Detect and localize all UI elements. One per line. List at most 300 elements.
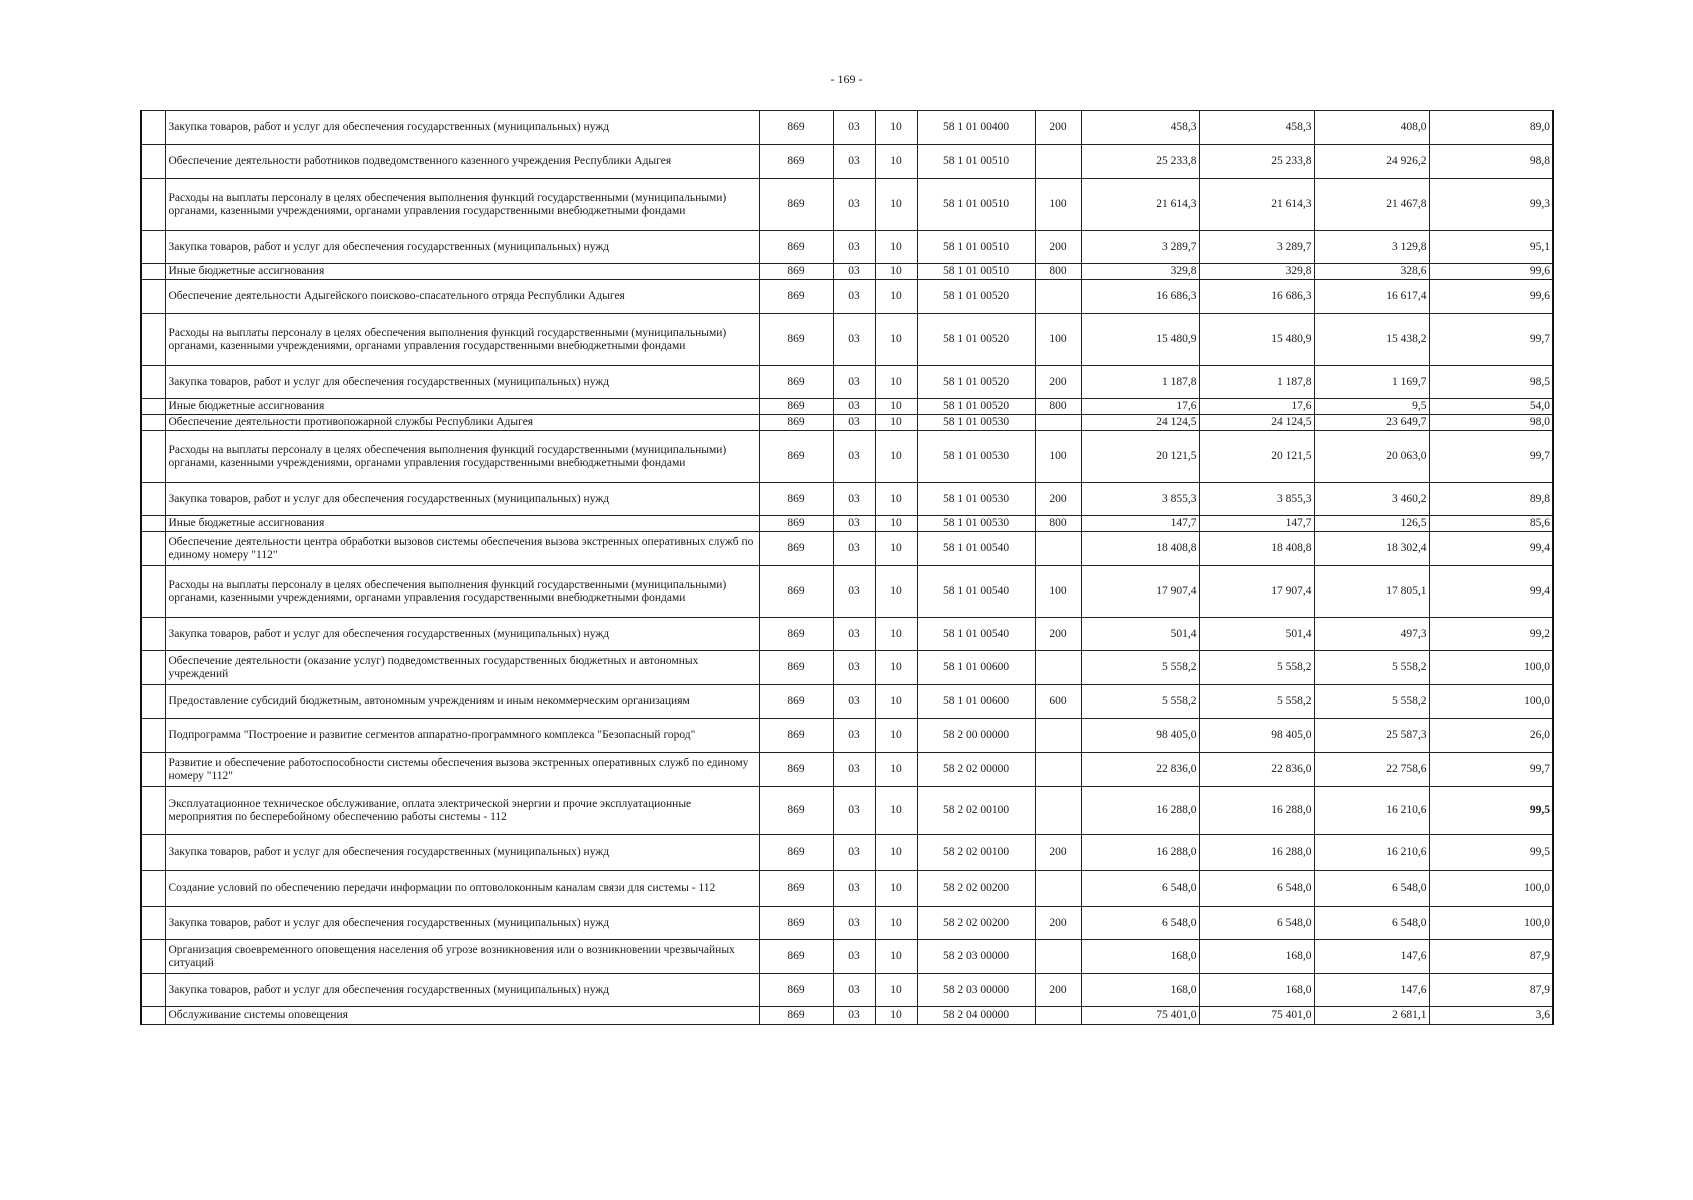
margin-cell — [141, 314, 165, 366]
execution-percent: 87,9 — [1429, 940, 1553, 974]
margin-cell — [141, 264, 165, 280]
target-article-code: 58 1 01 00520 — [917, 399, 1035, 415]
approved-amount: 6 548,0 — [1081, 907, 1199, 940]
subsection-code: 10 — [875, 264, 917, 280]
execution-percent: 98,5 — [1429, 366, 1553, 399]
row-description: Иные бюджетные ассигнования — [165, 399, 759, 415]
revised-amount: 147,7 — [1199, 516, 1314, 532]
section-code: 03 — [833, 940, 875, 974]
row-description: Расходы на выплаты персоналу в целях обеспечения выполнения функций государственными (муниципальными) органами, казенными учреждениями, органами управления государственными внебюджетными фондами — [165, 314, 759, 366]
ved-code: 869 — [759, 415, 833, 431]
expense-type-code — [1035, 280, 1081, 314]
section-code: 03 — [833, 280, 875, 314]
margin-cell — [141, 907, 165, 940]
margin-cell — [141, 940, 165, 974]
approved-amount: 21 614,3 — [1081, 179, 1199, 231]
subsection-code: 10 — [875, 974, 917, 1007]
execution-percent: 89,0 — [1429, 111, 1553, 145]
ved-code: 869 — [759, 516, 833, 532]
target-article-code: 58 1 01 00600 — [917, 685, 1035, 719]
target-article-code: 58 1 01 00510 — [917, 179, 1035, 231]
expense-type-code: 600 — [1035, 685, 1081, 719]
ved-code: 869 — [759, 719, 833, 753]
revised-amount: 16 288,0 — [1199, 787, 1314, 835]
target-article-code: 58 2 00 00000 — [917, 719, 1035, 753]
executed-amount: 20 063,0 — [1314, 431, 1429, 483]
ved-code: 869 — [759, 366, 833, 399]
execution-percent: 99,7 — [1429, 431, 1553, 483]
section-code: 03 — [833, 651, 875, 685]
expense-type-code: 100 — [1035, 566, 1081, 618]
approved-amount: 5 558,2 — [1081, 651, 1199, 685]
target-article-code: 58 1 01 00540 — [917, 566, 1035, 618]
execution-percent: 85,6 — [1429, 516, 1553, 532]
budget-table-body — [141, 111, 1553, 1025]
revised-amount: 5 558,2 — [1199, 685, 1314, 719]
revised-amount: 3 855,3 — [1199, 483, 1314, 516]
margin-cell — [141, 415, 165, 431]
expense-type-code — [1035, 940, 1081, 974]
executed-amount: 126,5 — [1314, 516, 1429, 532]
row-description: Закупка товаров, работ и услуг для обеспечения государственных (муниципальных) нужд — [165, 974, 759, 1007]
ved-code: 869 — [759, 111, 833, 145]
subsection-code: 10 — [875, 940, 917, 974]
section-code: 03 — [833, 516, 875, 532]
executed-amount: 147,6 — [1314, 974, 1429, 1007]
expense-type-code: 200 — [1035, 974, 1081, 1007]
ved-code: 869 — [759, 618, 833, 651]
subsection-code: 10 — [875, 431, 917, 483]
ved-code: 869 — [759, 907, 833, 940]
table-row — [141, 974, 1553, 1007]
expense-type-code — [1035, 787, 1081, 835]
subsection-code: 10 — [875, 399, 917, 415]
approved-amount: 168,0 — [1081, 974, 1199, 1007]
revised-amount: 168,0 — [1199, 974, 1314, 1007]
table-row — [141, 1007, 1553, 1025]
table-row — [141, 532, 1553, 566]
subsection-code: 10 — [875, 651, 917, 685]
row-description: Расходы на выплаты персоналу в целях обеспечения выполнения функций государственными (муниципальными) органами, казенными учреждениями, органами управления государственными внебюджетными фондами — [165, 179, 759, 231]
target-article-code: 58 2 02 00200 — [917, 871, 1035, 907]
ved-code: 869 — [759, 399, 833, 415]
margin-cell — [141, 483, 165, 516]
revised-amount: 168,0 — [1199, 940, 1314, 974]
section-code: 03 — [833, 532, 875, 566]
subsection-code: 10 — [875, 787, 917, 835]
executed-amount: 6 548,0 — [1314, 907, 1429, 940]
subsection-code: 10 — [875, 314, 917, 366]
row-description: Закупка товаров, работ и услуг для обеспечения государственных (муниципальных) нужд — [165, 618, 759, 651]
target-article-code: 58 1 01 00540 — [917, 532, 1035, 566]
table-row — [141, 835, 1553, 871]
execution-percent: 100,0 — [1429, 907, 1553, 940]
executed-amount: 147,6 — [1314, 940, 1429, 974]
target-article-code: 58 2 02 00100 — [917, 835, 1035, 871]
table-row — [141, 618, 1553, 651]
section-code: 03 — [833, 974, 875, 1007]
expense-type-code — [1035, 415, 1081, 431]
target-article-code: 58 2 02 00000 — [917, 753, 1035, 787]
section-code: 03 — [833, 566, 875, 618]
margin-cell — [141, 685, 165, 719]
revised-amount: 25 233,8 — [1199, 145, 1314, 179]
row-description: Организация своевременного оповещения населения об угрозе возникновения или о возникновении чрезвычайных ситуаций — [165, 940, 759, 974]
margin-cell — [141, 871, 165, 907]
ved-code: 869 — [759, 685, 833, 719]
row-description: Обеспечение деятельности противопожарной службы Республики Адыгея — [165, 415, 759, 431]
margin-cell — [141, 787, 165, 835]
table-row — [141, 787, 1553, 835]
section-code: 03 — [833, 1007, 875, 1025]
execution-percent: 99,5 — [1429, 787, 1553, 835]
row-description: Закупка товаров, работ и услуг для обеспечения государственных (муниципальных) нужд — [165, 366, 759, 399]
executed-amount: 16 210,6 — [1314, 835, 1429, 871]
margin-cell — [141, 651, 165, 685]
executed-amount: 3 460,2 — [1314, 483, 1429, 516]
target-article-code: 58 1 01 00530 — [917, 483, 1035, 516]
section-code: 03 — [833, 907, 875, 940]
row-description: Закупка товаров, работ и услуг для обеспечения государственных (муниципальных) нужд — [165, 483, 759, 516]
table-row — [141, 231, 1553, 264]
ved-code: 869 — [759, 314, 833, 366]
revised-amount: 18 408,8 — [1199, 532, 1314, 566]
table-row — [141, 314, 1553, 366]
approved-amount: 22 836,0 — [1081, 753, 1199, 787]
target-article-code: 58 1 01 00530 — [917, 516, 1035, 532]
revised-amount: 98 405,0 — [1199, 719, 1314, 753]
row-description: Обеспечение деятельности центра обработки вызовов системы обеспечения вызова экстренных оперативных служб по единому номеру "112" — [165, 532, 759, 566]
revised-amount: 75 401,0 — [1199, 1007, 1314, 1025]
execution-percent: 99,4 — [1429, 566, 1553, 618]
approved-amount: 16 288,0 — [1081, 835, 1199, 871]
expense-type-code — [1035, 753, 1081, 787]
expense-type-code: 200 — [1035, 618, 1081, 651]
expense-type-code: 800 — [1035, 516, 1081, 532]
margin-cell — [141, 399, 165, 415]
revised-amount: 17,6 — [1199, 399, 1314, 415]
target-article-code: 58 1 01 00520 — [917, 280, 1035, 314]
target-article-code: 58 2 03 00000 — [917, 974, 1035, 1007]
row-description: Обеспечение деятельности работников подведомственного казенного учреждения Республики Адыгея — [165, 145, 759, 179]
target-article-code: 58 2 04 00000 — [917, 1007, 1035, 1025]
section-code: 03 — [833, 871, 875, 907]
ved-code: 869 — [759, 231, 833, 264]
section-code: 03 — [833, 231, 875, 264]
table-row — [141, 907, 1553, 940]
table-row — [141, 940, 1553, 974]
approved-amount: 75 401,0 — [1081, 1007, 1199, 1025]
row-description: Обслуживание системы оповещения — [165, 1007, 759, 1025]
approved-amount: 3 289,7 — [1081, 231, 1199, 264]
execution-percent: 99,3 — [1429, 179, 1553, 231]
executed-amount: 497,3 — [1314, 618, 1429, 651]
margin-cell — [141, 835, 165, 871]
section-code: 03 — [833, 314, 875, 366]
execution-percent: 99,2 — [1429, 618, 1553, 651]
executed-amount: 328,6 — [1314, 264, 1429, 280]
section-code: 03 — [833, 685, 875, 719]
subsection-code: 10 — [875, 685, 917, 719]
subsection-code: 10 — [875, 719, 917, 753]
expense-type-code — [1035, 145, 1081, 179]
section-code: 03 — [833, 145, 875, 179]
ved-code: 869 — [759, 566, 833, 618]
ved-code: 869 — [759, 940, 833, 974]
row-description: Закупка товаров, работ и услуг для обеспечения государственных (муниципальных) нужд — [165, 111, 759, 145]
expense-type-code: 100 — [1035, 179, 1081, 231]
subsection-code: 10 — [875, 618, 917, 651]
revised-amount: 15 480,9 — [1199, 314, 1314, 366]
execution-percent: 54,0 — [1429, 399, 1553, 415]
revised-amount: 329,8 — [1199, 264, 1314, 280]
ved-code: 869 — [759, 145, 833, 179]
approved-amount: 15 480,9 — [1081, 314, 1199, 366]
section-code: 03 — [833, 415, 875, 431]
approved-amount: 25 233,8 — [1081, 145, 1199, 179]
executed-amount: 5 558,2 — [1314, 651, 1429, 685]
execution-percent: 98,0 — [1429, 415, 1553, 431]
table-row — [141, 685, 1553, 719]
section-code: 03 — [833, 753, 875, 787]
ved-code: 869 — [759, 483, 833, 516]
table-row — [141, 264, 1553, 280]
expense-type-code: 200 — [1035, 231, 1081, 264]
ved-code: 869 — [759, 179, 833, 231]
budget-table — [140, 110, 1554, 1025]
section-code: 03 — [833, 787, 875, 835]
margin-cell — [141, 145, 165, 179]
approved-amount: 458,3 — [1081, 111, 1199, 145]
subsection-code: 10 — [875, 366, 917, 399]
target-article-code: 58 1 01 00510 — [917, 145, 1035, 179]
executed-amount: 16 617,4 — [1314, 280, 1429, 314]
subsection-code: 10 — [875, 415, 917, 431]
executed-amount: 17 805,1 — [1314, 566, 1429, 618]
expense-type-code — [1035, 651, 1081, 685]
execution-percent: 95,1 — [1429, 231, 1553, 264]
table-row — [141, 516, 1553, 532]
execution-percent: 99,6 — [1429, 264, 1553, 280]
subsection-code: 10 — [875, 871, 917, 907]
table-row — [141, 415, 1553, 431]
approved-amount: 147,7 — [1081, 516, 1199, 532]
target-article-code: 58 1 01 00400 — [917, 111, 1035, 145]
margin-cell — [141, 566, 165, 618]
expense-type-code: 800 — [1035, 264, 1081, 280]
ved-code: 869 — [759, 787, 833, 835]
revised-amount: 20 121,5 — [1199, 431, 1314, 483]
execution-percent: 99,4 — [1429, 532, 1553, 566]
revised-amount: 24 124,5 — [1199, 415, 1314, 431]
ved-code: 869 — [759, 651, 833, 685]
execution-percent: 99,6 — [1429, 280, 1553, 314]
revised-amount: 6 548,0 — [1199, 871, 1314, 907]
table-row — [141, 145, 1553, 179]
approved-amount: 329,8 — [1081, 264, 1199, 280]
margin-cell — [141, 618, 165, 651]
subsection-code: 10 — [875, 145, 917, 179]
table-row — [141, 111, 1553, 145]
row-description: Расходы на выплаты персоналу в целях обеспечения выполнения функций государственными (муниципальными) органами, казенными учреждениями, органами управления государственными внебюджетными фондами — [165, 566, 759, 618]
margin-cell — [141, 366, 165, 399]
executed-amount: 24 926,2 — [1314, 145, 1429, 179]
revised-amount: 1 187,8 — [1199, 366, 1314, 399]
margin-cell — [141, 111, 165, 145]
execution-percent: 98,8 — [1429, 145, 1553, 179]
approved-amount: 98 405,0 — [1081, 719, 1199, 753]
ved-code: 869 — [759, 1007, 833, 1025]
revised-amount: 22 836,0 — [1199, 753, 1314, 787]
executed-amount: 16 210,6 — [1314, 787, 1429, 835]
table-row — [141, 399, 1553, 415]
budget-table-container — [140, 110, 1552, 1025]
expense-type-code: 100 — [1035, 431, 1081, 483]
subsection-code: 10 — [875, 753, 917, 787]
table-row — [141, 719, 1553, 753]
ved-code: 869 — [759, 532, 833, 566]
target-article-code: 58 1 01 00530 — [917, 415, 1035, 431]
ved-code: 869 — [759, 974, 833, 1007]
execution-percent: 100,0 — [1429, 651, 1553, 685]
table-row — [141, 566, 1553, 618]
executed-amount: 2 681,1 — [1314, 1007, 1429, 1025]
execution-percent: 100,0 — [1429, 871, 1553, 907]
ved-code: 869 — [759, 264, 833, 280]
execution-percent: 99,7 — [1429, 753, 1553, 787]
approved-amount: 16 288,0 — [1081, 787, 1199, 835]
ved-code: 869 — [759, 871, 833, 907]
margin-cell — [141, 280, 165, 314]
row-description: Закупка товаров, работ и услуг для обеспечения государственных (муниципальных) нужд — [165, 835, 759, 871]
row-description: Иные бюджетные ассигнования — [165, 516, 759, 532]
section-code: 03 — [833, 111, 875, 145]
table-row — [141, 483, 1553, 516]
revised-amount: 458,3 — [1199, 111, 1314, 145]
row-description: Обеспечение деятельности Адыгейского поисково-спасательного отряда Республики Адыгея — [165, 280, 759, 314]
approved-amount: 6 548,0 — [1081, 871, 1199, 907]
target-article-code: 58 1 01 00530 — [917, 431, 1035, 483]
executed-amount: 23 649,7 — [1314, 415, 1429, 431]
expense-type-code: 100 — [1035, 314, 1081, 366]
expense-type-code: 200 — [1035, 835, 1081, 871]
margin-cell — [141, 516, 165, 532]
row-description: Развитие и обеспечение работоспособности системы обеспечения вызова экстренных оперативных служб по единому номеру "112" — [165, 753, 759, 787]
margin-cell — [141, 231, 165, 264]
executed-amount: 1 169,7 — [1314, 366, 1429, 399]
revised-amount: 21 614,3 — [1199, 179, 1314, 231]
executed-amount: 9,5 — [1314, 399, 1429, 415]
subsection-code: 10 — [875, 566, 917, 618]
table-row — [141, 431, 1553, 483]
margin-cell — [141, 179, 165, 231]
execution-percent: 87,9 — [1429, 974, 1553, 1007]
approved-amount: 3 855,3 — [1081, 483, 1199, 516]
row-description: Эксплуатационное техническое обслуживание, оплата электрической энергии и прочие эксплуатационные мероприятия по бесперебойному обеспечению работы системы - 112 — [165, 787, 759, 835]
margin-cell — [141, 532, 165, 566]
table-row — [141, 871, 1553, 907]
subsection-code: 10 — [875, 231, 917, 264]
ved-code: 869 — [759, 431, 833, 483]
margin-cell — [141, 1007, 165, 1025]
expense-type-code: 800 — [1035, 399, 1081, 415]
target-article-code: 58 2 03 00000 — [917, 940, 1035, 974]
row-description: Создание условий по обеспечению передачи информации по оптоволоконным каналам связи для системы - 112 — [165, 871, 759, 907]
target-article-code: 58 1 01 00600 — [917, 651, 1035, 685]
revised-amount: 16 686,3 — [1199, 280, 1314, 314]
subsection-code: 10 — [875, 111, 917, 145]
row-description: Подпрограмма "Построение и развитие сегментов аппаратно-программного комплекса "Безопасный город" — [165, 719, 759, 753]
subsection-code: 10 — [875, 483, 917, 516]
section-code: 03 — [833, 618, 875, 651]
expense-type-code: 200 — [1035, 111, 1081, 145]
section-code: 03 — [833, 179, 875, 231]
target-article-code: 58 1 01 00520 — [917, 314, 1035, 366]
revised-amount: 6 548,0 — [1199, 907, 1314, 940]
table-row — [141, 366, 1553, 399]
table-row — [141, 651, 1553, 685]
section-code: 03 — [833, 835, 875, 871]
revised-amount: 5 558,2 — [1199, 651, 1314, 685]
approved-amount: 20 121,5 — [1081, 431, 1199, 483]
approved-amount: 24 124,5 — [1081, 415, 1199, 431]
revised-amount: 16 288,0 — [1199, 835, 1314, 871]
section-code: 03 — [833, 483, 875, 516]
subsection-code: 10 — [875, 1007, 917, 1025]
table-row — [141, 753, 1553, 787]
approved-amount: 16 686,3 — [1081, 280, 1199, 314]
section-code: 03 — [833, 264, 875, 280]
target-article-code: 58 1 01 00510 — [917, 264, 1035, 280]
expense-type-code — [1035, 532, 1081, 566]
row-description: Закупка товаров, работ и услуг для обеспечения государственных (муниципальных) нужд — [165, 231, 759, 264]
executed-amount: 3 129,8 — [1314, 231, 1429, 264]
subsection-code: 10 — [875, 835, 917, 871]
margin-cell — [141, 719, 165, 753]
subsection-code: 10 — [875, 532, 917, 566]
margin-cell — [141, 974, 165, 1007]
margin-cell — [141, 753, 165, 787]
executed-amount: 25 587,3 — [1314, 719, 1429, 753]
target-article-code: 58 1 01 00510 — [917, 231, 1035, 264]
subsection-code: 10 — [875, 516, 917, 532]
row-description: Расходы на выплаты персоналу в целях обеспечения выполнения функций государственными (муниципальными) органами, казенными учреждениями, органами управления государственными внебюджетными фондами — [165, 431, 759, 483]
execution-percent: 26,0 — [1429, 719, 1553, 753]
executed-amount: 22 758,6 — [1314, 753, 1429, 787]
executed-amount: 21 467,8 — [1314, 179, 1429, 231]
margin-cell — [141, 431, 165, 483]
execution-percent: 3,6 — [1429, 1007, 1553, 1025]
row-description: Предоставление субсидий бюджетным, автономным учреждениям и иным некоммерческим организациям — [165, 685, 759, 719]
expense-type-code — [1035, 719, 1081, 753]
executed-amount: 18 302,4 — [1314, 532, 1429, 566]
approved-amount: 501,4 — [1081, 618, 1199, 651]
target-article-code: 58 1 01 00540 — [917, 618, 1035, 651]
target-article-code: 58 2 02 00200 — [917, 907, 1035, 940]
section-code: 03 — [833, 431, 875, 483]
approved-amount: 17 907,4 — [1081, 566, 1199, 618]
execution-percent: 99,5 — [1429, 835, 1553, 871]
executed-amount: 15 438,2 — [1314, 314, 1429, 366]
approved-amount: 18 408,8 — [1081, 532, 1199, 566]
section-code: 03 — [833, 719, 875, 753]
subsection-code: 10 — [875, 179, 917, 231]
subsection-code: 10 — [875, 280, 917, 314]
target-article-code: 58 2 02 00100 — [917, 787, 1035, 835]
ved-code: 869 — [759, 753, 833, 787]
table-row — [141, 179, 1553, 231]
expense-type-code: 200 — [1035, 907, 1081, 940]
